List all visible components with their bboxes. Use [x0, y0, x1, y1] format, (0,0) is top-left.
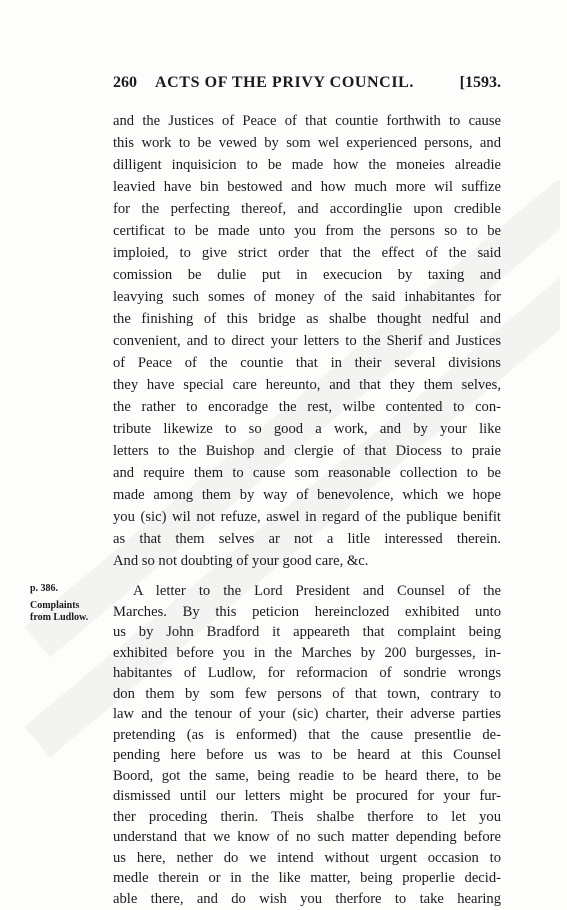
text-line: letters to the Buishop and clergie of that Diocess to praie	[113, 443, 501, 459]
margin-note-line: Complaints	[30, 600, 80, 611]
text-line: ther proceding therin. Theis shalbe therfore to let you	[113, 809, 501, 825]
text-line: certificat to be made unto you from the persons so to be	[113, 223, 501, 239]
text-line: able there, and do wish you therfore to take hearing	[113, 891, 501, 907]
text-line: pending here before us was to be heard at this Counsel	[113, 747, 501, 763]
text-line: comission be dulie put in execucion by taxing and	[113, 267, 501, 283]
text-line: and the Justices of Peace of that countie forthwith to cause	[113, 113, 501, 129]
text-line: as that them selves ar not a litle interessed therein.	[113, 531, 501, 547]
header-year: [1593.	[459, 74, 501, 91]
text-line: Marches. By this peticion hereinclozed exhibited unto	[113, 604, 501, 620]
text-line: convenient, and to direct your letters to the Sherif and Justices	[113, 333, 501, 349]
text-line: leavied have bin bestowed and how much more wil suffize	[113, 179, 501, 195]
text-line: and require them to cause som reasonable collection to be	[113, 465, 501, 481]
text-line: law and the tenour of your (sic) charter, their adverse parties	[113, 706, 501, 722]
text-line: medle therein or in the like matter, being properlie decid-	[113, 870, 501, 886]
text-line: habitantes of Ludlow, for reformacion of sondrie wrongs	[113, 665, 501, 681]
text-line: tribute likewize to so good a work, and by your like	[113, 421, 501, 437]
text-line: us by John Bradford it appeareth that complaint being	[113, 624, 501, 640]
text-line: dismissed until our letters might be procured for your fur-	[113, 788, 501, 804]
text-line: exhibited before you in the Marches by 200 burgesses, in-	[113, 645, 501, 661]
text-line: don them by som few persons of that town, contrary to	[113, 686, 501, 702]
text-line: made among them by way of benevolence, which we hope	[113, 487, 501, 503]
page-number: 260	[113, 74, 137, 91]
text-line: understand that we know of no such matter depending before	[113, 829, 501, 845]
margin-note-line: from Ludlow.	[30, 612, 89, 623]
text-line: pretending (as is enformed) that the cause presentlie de-	[113, 727, 501, 743]
text-line: dilligent inquisicion to be made how the moneies alreadie	[113, 157, 501, 173]
text-line: A letter to the Lord President and Counsel of the	[133, 583, 501, 599]
text-line: And so not doubting of your good care, &c.	[113, 553, 369, 569]
text-line: imploied, to give strict order that the effect of the said	[113, 245, 501, 261]
running-title: ACTS OF THE PRIVY COUNCIL.	[155, 74, 415, 91]
margin-page-ref: p. 386.	[30, 583, 59, 594]
text-line: the finishing of this bridge as shalbe thought nedful and	[113, 311, 501, 327]
text-line: this work to be vewed by som wel experienced persons, and	[113, 135, 501, 151]
text-line: they have special care hereunto, and that they them selves,	[113, 377, 501, 393]
text-line: of Peace of the countie that in their several divisions	[113, 355, 501, 371]
text-line: for the perfecting thereof, and accordinglie upon credible	[113, 201, 501, 217]
running-header	[113, 74, 501, 96]
text-line: the rather to encoradge the rest, wilbe contented to con-	[113, 399, 501, 415]
text-line: us here, nether do we intend without urgent occasion to	[113, 850, 501, 866]
text-line: leavying such somes of money of the said inhabitantes for	[113, 289, 501, 305]
text-line: Boord, got the same, being readie to be heard there, to be	[113, 768, 501, 784]
text-line: you (sic) wil not refuze, aswel in regard of the publique benifit	[113, 509, 501, 525]
